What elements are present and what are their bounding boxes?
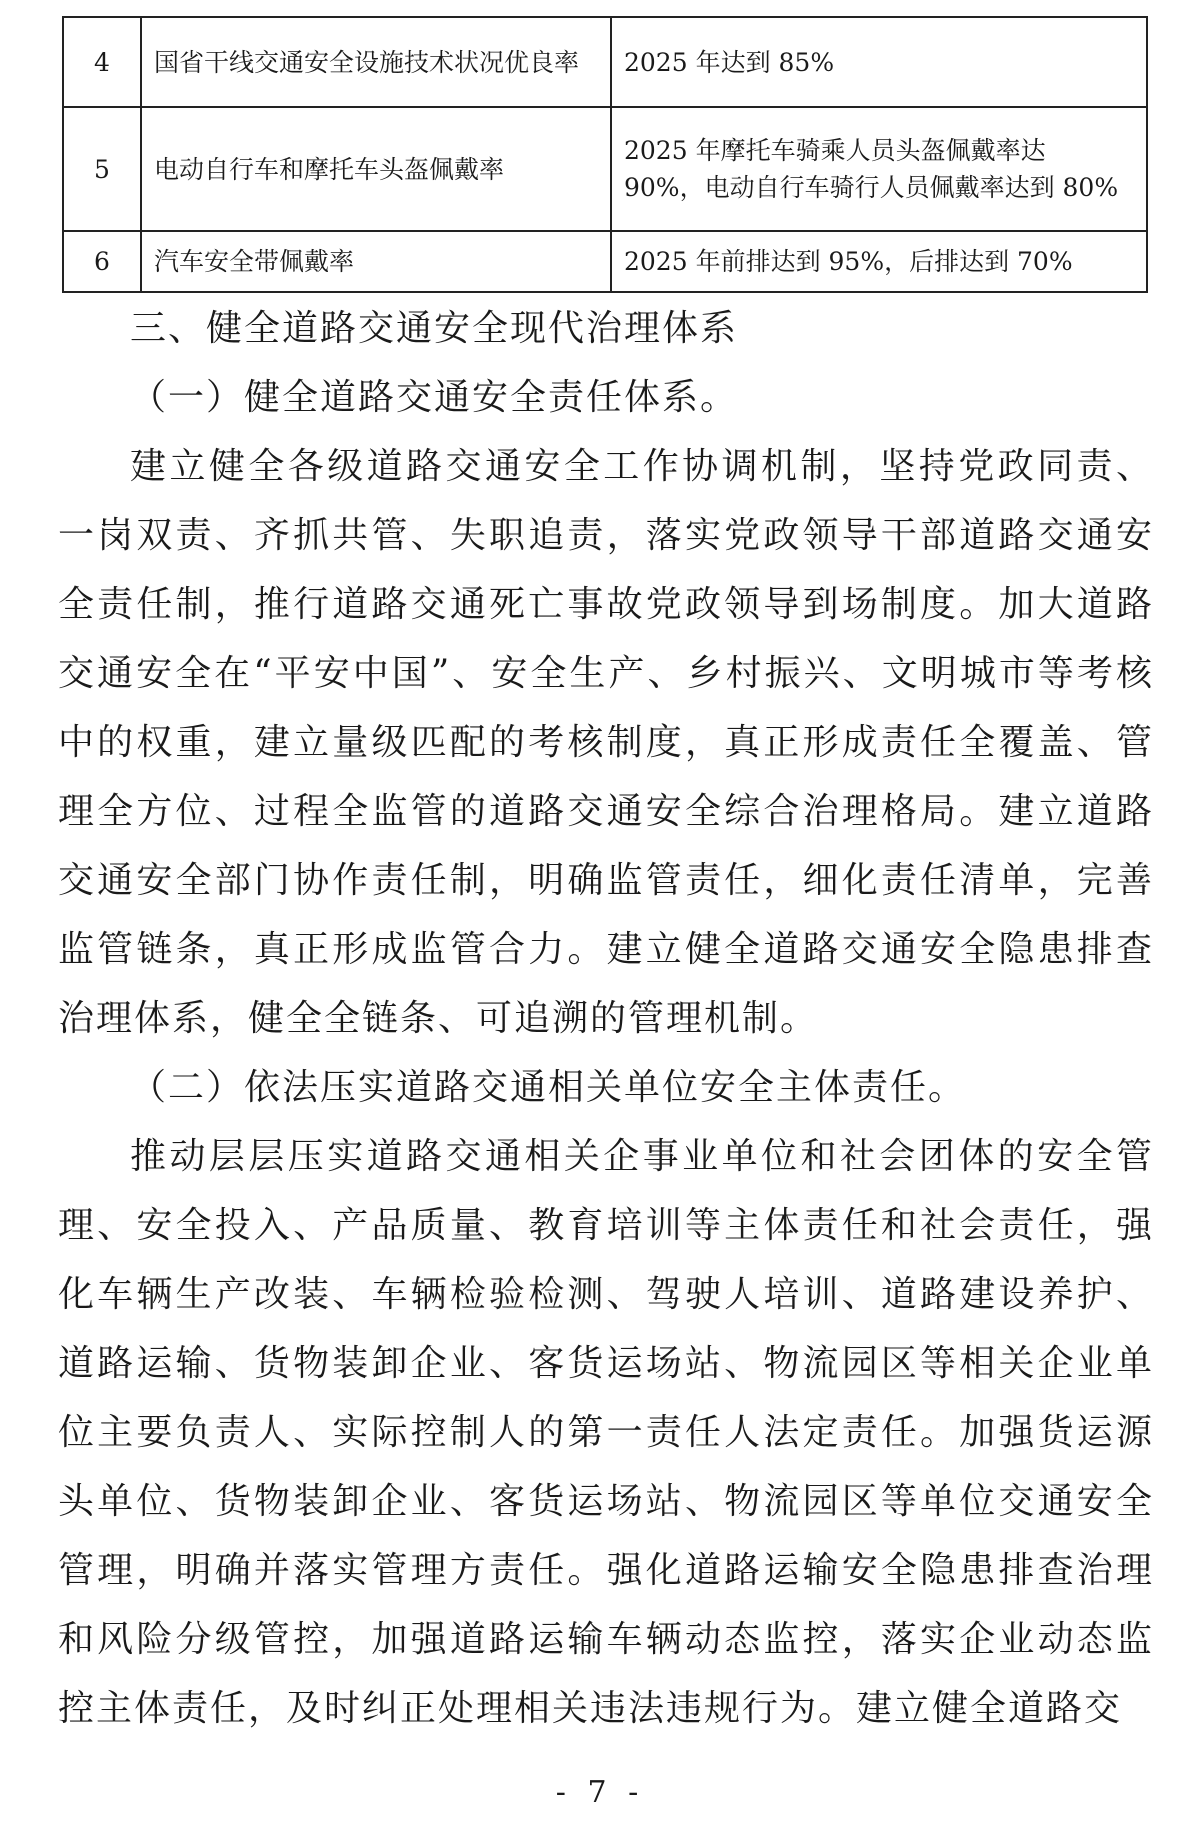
row-number: 5 <box>63 107 141 231</box>
body-paragraph: 建立健全各级道路交通安全工作协调机制，坚持党政同责、一岗双责、齐抓共管、失职追责，落实党政领导干部道路交通安全责任制，推行道路交通死亡事故党政领导到场制度。加大道路交通安全在“平安中国”、安全生产、乡村振兴、文明城市等考核中的权重，建立量级匹配的考核制度，真正形成责任全覆盖、管理全方位、过程全监管的道路交通安全综合治理格局。建立道路交通安全部门协作责任制，明确监管责任，细化责任清单，完善监管链条，真正形成监管合力。建立健全道路交通安全隐患排查治理体系，健全全链条、可追溯的管理机制。 <box>58 446 1154 1039</box>
section-heading: 三、健全道路交通安全现代治理体系 <box>130 308 739 349</box>
table-row <box>63 107 1147 231</box>
row-number: 4 <box>63 17 141 107</box>
page-number: - 7 - <box>555 1775 645 1810</box>
body-text <box>58 294 1154 1743</box>
target-value: 2025 年前排达到 95%，后排达到 70% <box>611 231 1147 292</box>
table-row <box>63 231 1147 292</box>
subsection-heading: （一）健全道路交通安全责任体系。 <box>130 377 739 418</box>
target-value: 2025 年达到 85% <box>611 17 1147 107</box>
indicator-name: 电动自行车和摩托车头盔佩戴率 <box>141 107 611 231</box>
table-row <box>63 17 1147 107</box>
indicator-name: 汽车安全带佩戴率 <box>141 231 611 292</box>
subsection-heading: （二）依法压实道路交通相关单位安全主体责任。 <box>130 1067 967 1108</box>
body-paragraph: 推动层层压实道路交通相关企事业单位和社会团体的安全管理、安全投入、产品质量、教育培训等主体责任和社会责任，强化车辆生产改装、车辆检验检测、驾驶人培训、道路建设养护、道路运输、货物装卸企业、客货运场站、物流园区等相关企业单位主要负责人、实际控制人的第一责任人法定责任。加强货运源头单位、货物装卸企业、客货运场站、物流园区等单位交通安全管理，明确并落实管理方责任。强化道路运输安全隐患排查治理和风险分级管控，加强道路运输车辆动态监控，落实企业动态监控主体责任，及时纠正处理相关违法违规行为。建立健全道路交 <box>58 1136 1154 1729</box>
row-number: 6 <box>63 231 141 292</box>
target-value: 2025 年摩托车骑乘人员头盔佩戴率达 90%，电动自行车骑行人员佩戴率达到 80% <box>611 107 1147 231</box>
indicator-name: 国省干线交通安全设施技术状况优良率 <box>141 17 611 107</box>
targets-table <box>62 16 1148 293</box>
